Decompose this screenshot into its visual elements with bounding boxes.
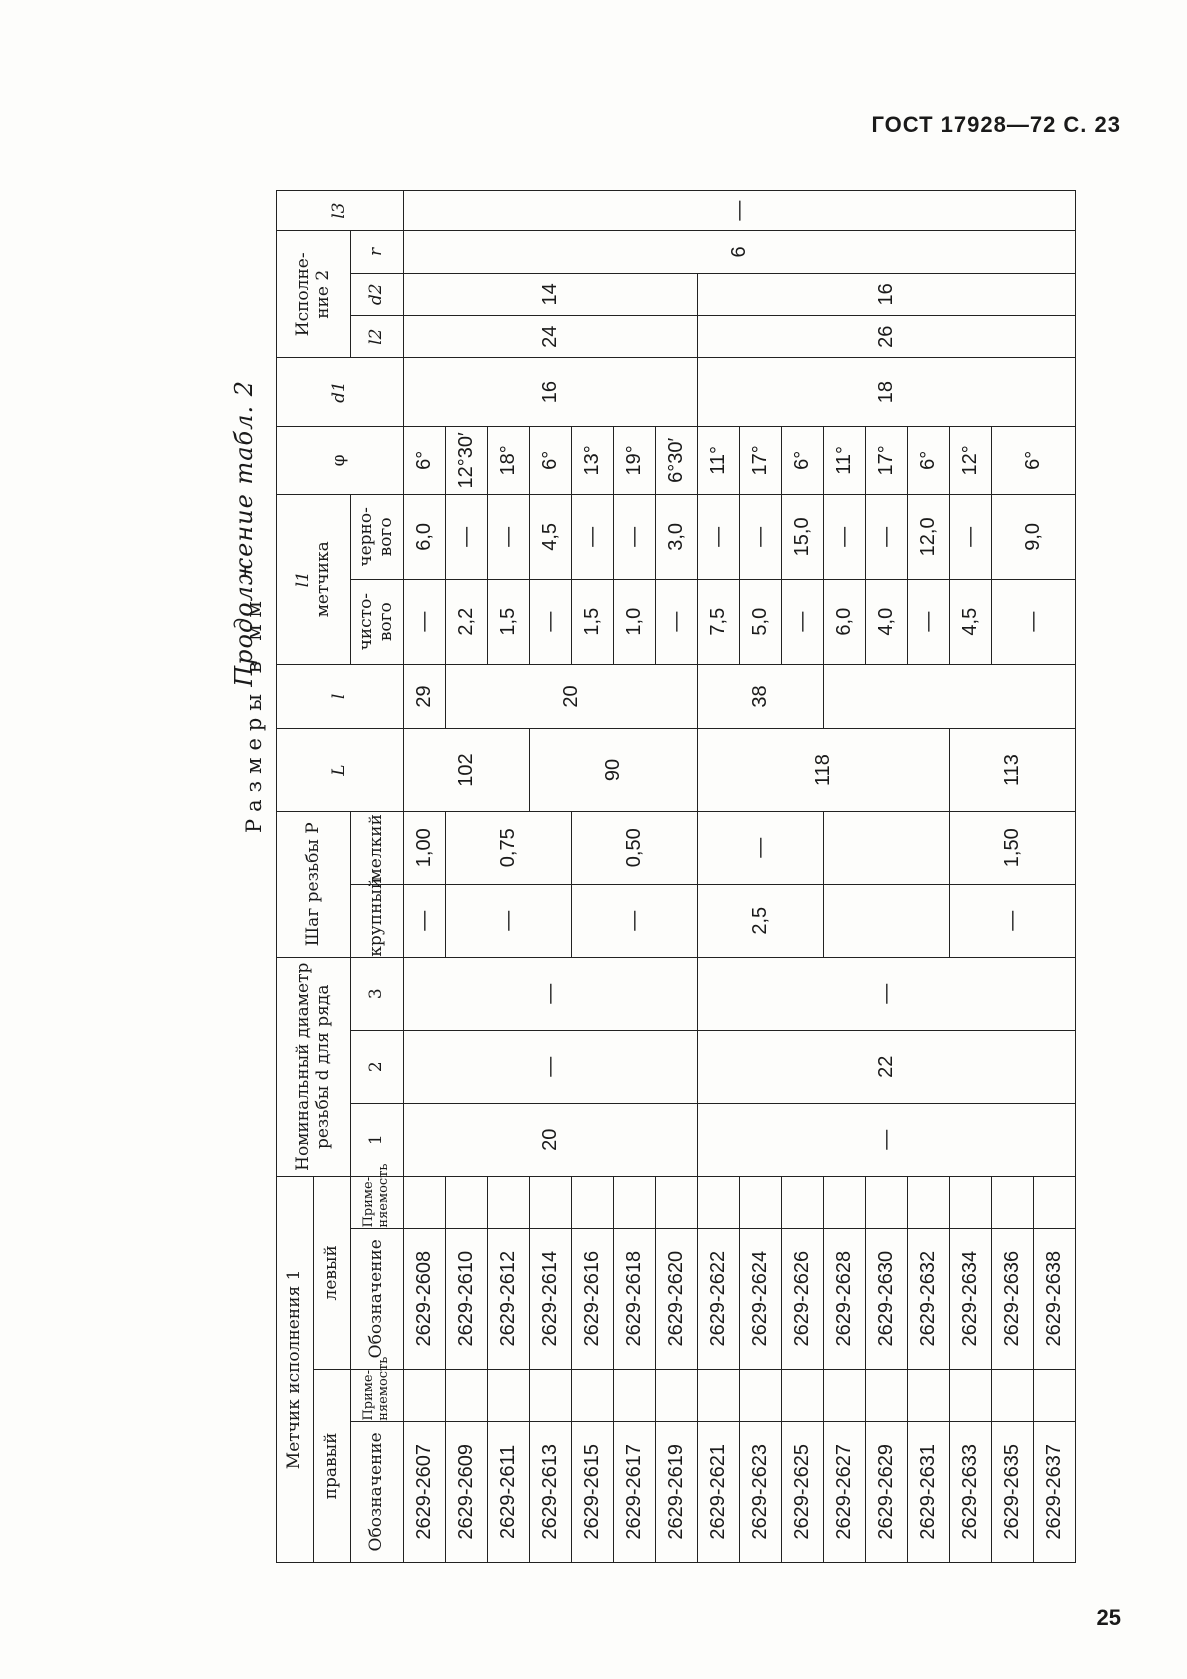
cell-left: 2629-2630 (866, 1228, 908, 1369)
cell-roughing: 6,0 (404, 495, 446, 580)
cell-app-left (740, 1176, 782, 1228)
header-l1 (277, 495, 351, 665)
cell-right: 2629-2627 (824, 1421, 866, 1562)
cell-finishing: 6,0 (824, 579, 866, 664)
header-version2: Исполне- ние 2 (277, 231, 351, 358)
cell-row3-diameter: — (404, 957, 698, 1030)
header-row1: 1 (351, 1103, 404, 1176)
cell-right: 2629-2631 (908, 1421, 950, 1562)
header-version1: Метчик исполнения 1 (277, 1176, 314, 1562)
cell-L: 102 (404, 729, 530, 811)
cell-app-right (572, 1369, 614, 1421)
header-row2: 2 (351, 1030, 404, 1103)
cell-finishing: 5,0 (740, 579, 782, 664)
cell-row2-diameter: — (404, 1030, 698, 1103)
cell-roughing: 15,0 (782, 495, 824, 580)
cell-phi: 18° (488, 426, 530, 494)
cell-app-right (614, 1369, 656, 1421)
cell-app-right (866, 1369, 908, 1421)
cell-app-left (698, 1176, 740, 1228)
cell-left: 2629-2626 (782, 1228, 824, 1369)
cell-roughing: — (740, 495, 782, 580)
header-l2: l2 (351, 316, 404, 358)
cell-app-left (656, 1176, 698, 1228)
header-roughing: черно- вого (351, 495, 404, 580)
cell-l3: — (404, 191, 1076, 231)
cell-finishing: — (782, 579, 824, 664)
cell-right: 2629-2619 (656, 1421, 698, 1562)
cell-app-right (488, 1369, 530, 1421)
cell-finishing: — (992, 579, 1076, 664)
cell-left: 2629-2616 (572, 1228, 614, 1369)
header-d2: d2 (351, 273, 404, 315)
cell-app-right (698, 1369, 740, 1421)
cell-roughing: 3,0 (656, 495, 698, 580)
header-phi: φ (277, 426, 404, 494)
cell-right: 2629-2635 (992, 1421, 1034, 1562)
cell-app-right (530, 1369, 572, 1421)
header-r: r (351, 231, 404, 273)
header-left-applicability: Приме- няемость (351, 1176, 404, 1228)
cell-l (824, 664, 1076, 729)
cell-left: 2629-2628 (824, 1228, 866, 1369)
cell-coarse: — (404, 884, 446, 957)
header-l: l (277, 664, 404, 729)
cell-app-left (572, 1176, 614, 1228)
cell-left: 2629-2634 (950, 1228, 992, 1369)
cell-row2-diameter: 22 (698, 1030, 1076, 1103)
cell-left: 2629-2612 (488, 1228, 530, 1369)
cell-finishing: 1,5 (488, 579, 530, 664)
header-fine: мелкий (351, 811, 404, 884)
cell-phi: 11° (698, 426, 740, 494)
cell-app-left (446, 1176, 488, 1228)
cell-phi: 6° (908, 426, 950, 494)
cell-fine: 1,50 (950, 811, 1076, 884)
cell-phi: 11° (824, 426, 866, 494)
cell-roughing: — (824, 495, 866, 580)
cell-phi: 6° (404, 426, 446, 494)
cell-coarse: — (950, 884, 1076, 957)
cell-roughing: — (572, 495, 614, 580)
cell-finishing: 7,5 (698, 579, 740, 664)
cell-right: 2629-2625 (782, 1421, 824, 1562)
header-left: левый (314, 1176, 351, 1369)
table-row (698, 191, 740, 1563)
cell-l2: 24 (404, 316, 698, 358)
cell-app-left (488, 1176, 530, 1228)
cell-roughing: — (866, 495, 908, 580)
cell-L: 118 (698, 729, 950, 811)
cell-roughing: — (614, 495, 656, 580)
header-L: L (277, 729, 404, 811)
cell-l2: 26 (698, 316, 1076, 358)
cell-left: 2629-2624 (740, 1228, 782, 1369)
cell-finishing: 1,5 (572, 579, 614, 664)
cell-right: 2629-2623 (740, 1421, 782, 1562)
cell-left: 2629-2610 (446, 1228, 488, 1369)
cell-app-left (950, 1176, 992, 1228)
cell-roughing: — (488, 495, 530, 580)
cell-app-left (782, 1176, 824, 1228)
table-row (404, 191, 446, 1563)
cell-app-right (908, 1369, 950, 1421)
cell-left: 2629-2614 (530, 1228, 572, 1369)
header-l1-symbol: l1 (292, 571, 313, 588)
cell-app-right (992, 1369, 1034, 1421)
cell-d2: 16 (698, 273, 1076, 315)
cell-row3-diameter: — (698, 957, 1076, 1030)
cell-finishing: 2,2 (446, 579, 488, 664)
cell-left: 2629-2618 (614, 1228, 656, 1369)
standard-header: ГОСТ 17928—72 С. 23 (871, 112, 1121, 137)
cell-app-right (656, 1369, 698, 1421)
cell-fine: — (698, 811, 824, 884)
cell-left: 2629-2622 (698, 1228, 740, 1369)
cell-L: 90 (530, 729, 698, 811)
cell-app-right (824, 1369, 866, 1421)
cell-l: 20 (446, 664, 698, 729)
cell-left: 2629-2608 (404, 1228, 446, 1369)
header-pitch: Шаг резьбы P (277, 811, 351, 957)
cell-row1-diameter: — (698, 1103, 1076, 1176)
cell-right: 2629-2607 (404, 1421, 446, 1562)
cell-phi: 6° (530, 426, 572, 494)
cell-finishing: — (404, 579, 446, 664)
cell-finishing: 4,0 (866, 579, 908, 664)
cell-phi: 6°30′ (656, 426, 698, 494)
cell-phi: 6° (992, 426, 1076, 494)
cell-right: 2629-2611 (488, 1421, 530, 1562)
cell-left: 2629-2632 (908, 1228, 950, 1369)
cell-roughing: — (698, 495, 740, 580)
cell-r: 6 (404, 231, 1076, 273)
header-row3: 3 (351, 957, 404, 1030)
cell-app-left (404, 1176, 446, 1228)
rotated-table-block (228, 190, 1066, 1563)
header-coarse: крупный (351, 884, 404, 957)
cell-app-right (782, 1369, 824, 1421)
cell-app-right (1034, 1369, 1076, 1421)
cell-app-left (908, 1176, 950, 1228)
cell-app-left (1034, 1176, 1076, 1228)
cell-app-left (866, 1176, 908, 1228)
cell-l: 29 (404, 664, 446, 729)
cell-coarse: 2,5 (698, 884, 824, 957)
header-nominal-diameter: Номинальный диаметр резьбы d для ряда (277, 957, 351, 1176)
cell-roughing: 12,0 (908, 495, 950, 580)
page-number: 25 (1096, 1605, 1121, 1630)
cell-right: 2629-2629 (866, 1421, 908, 1562)
cell-coarse (824, 884, 950, 957)
cell-d1: 18 (698, 358, 1076, 426)
cell-right: 2629-2617 (614, 1421, 656, 1562)
header-right-designation: Обозначение (351, 1421, 404, 1562)
cell-fine: 0,50 (572, 811, 698, 884)
cell-right: 2629-2615 (572, 1421, 614, 1562)
cell-d1: 16 (404, 358, 698, 426)
cell-app-left (614, 1176, 656, 1228)
cell-fine: 1,00 (404, 811, 446, 884)
cell-app-left (824, 1176, 866, 1228)
cell-roughing: — (950, 495, 992, 580)
cell-left: 2629-2638 (1034, 1228, 1076, 1369)
cell-right: 2629-2621 (698, 1421, 740, 1562)
cell-finishing: — (530, 579, 572, 664)
cell-phi: 6° (782, 426, 824, 494)
header-l1-sub: метчика (312, 541, 333, 618)
cell-app-right (404, 1369, 446, 1421)
units-label: Размеры в мм (242, 594, 266, 833)
cell-phi: 19° (614, 426, 656, 494)
cell-coarse: — (446, 884, 572, 957)
cell-right: 2629-2633 (950, 1421, 992, 1562)
cell-app-right (740, 1369, 782, 1421)
cell-roughing: 4,5 (530, 495, 572, 580)
header-l3: l3 (277, 191, 404, 231)
cell-phi: 17° (740, 426, 782, 494)
cell-roughing: — (446, 495, 488, 580)
cell-right: 2629-2609 (446, 1421, 488, 1562)
cell-app-left (530, 1176, 572, 1228)
header-right-applicability: Приме- няемость (351, 1369, 404, 1421)
cell-right: 2629-2613 (530, 1421, 572, 1562)
cell-finishing: 4,5 (950, 579, 992, 664)
cell-phi: 17° (866, 426, 908, 494)
cell-d2: 14 (404, 273, 698, 315)
header-finishing: чисто- вого (351, 579, 404, 664)
cell-L: 113 (950, 729, 1076, 811)
header-right: правый (314, 1369, 351, 1562)
cell-coarse: — (572, 884, 698, 957)
cell-fine (824, 811, 950, 884)
cell-right: 2629-2637 (1034, 1421, 1076, 1562)
cell-left: 2629-2620 (656, 1228, 698, 1369)
cell-left: 2629-2636 (992, 1228, 1034, 1369)
cell-finishing: — (656, 579, 698, 664)
header-left-designation: Обозначение (351, 1228, 404, 1369)
cell-app-right (950, 1369, 992, 1421)
cell-phi: 12°30′ (446, 426, 488, 494)
cell-phi: 13° (572, 426, 614, 494)
cell-roughing: 9,0 (992, 495, 1076, 580)
cell-row1-diameter: 20 (404, 1103, 698, 1176)
cell-l: 38 (698, 664, 824, 729)
cell-finishing: — (908, 579, 950, 664)
table-caption: Продолжение табл. 2 (230, 380, 258, 687)
dimensions-table (276, 190, 1076, 1563)
cell-finishing: 1,0 (614, 579, 656, 664)
cell-app-right (446, 1369, 488, 1421)
cell-fine: 0,75 (446, 811, 572, 884)
cell-app-left (992, 1176, 1034, 1228)
cell-phi: 12° (950, 426, 992, 494)
header-d1: d1 (277, 358, 404, 426)
